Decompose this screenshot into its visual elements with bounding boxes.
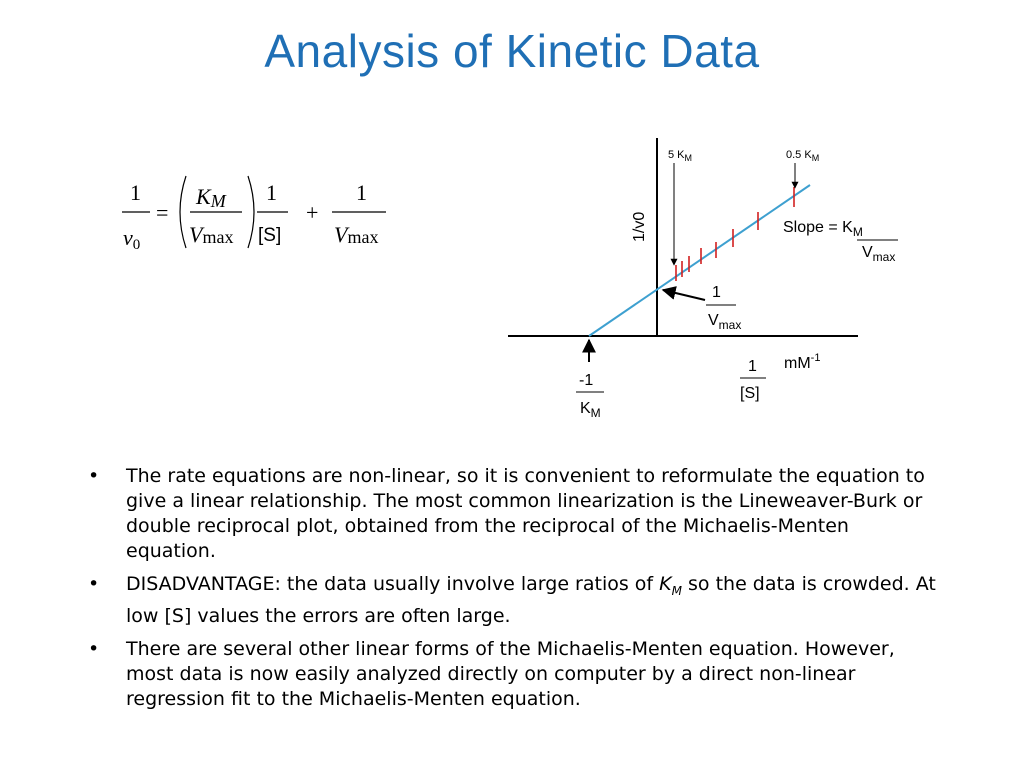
eq-left-paren — [180, 176, 186, 248]
bullet-text: The rate equations are non-linear, so it is convenient to reformulate the equation to give a linear relationship. The most common linearization is the Lineweaver-Burk or double reciprocal plot, obtained from the reciprocal of the Michaelis-Menten equation. — [126, 465, 925, 562]
fit-line — [589, 185, 810, 336]
bullet-item — [82, 572, 942, 629]
bullet-text: There are several other linear forms of the Michaelis-Menten equation. However, most data is now easily analyzed directly on computer by a direct non-linear regression fit to the Michaelis-Menten equation. — [126, 637, 895, 710]
x-intercept-denominator: $K_M$ — [580, 400, 601, 420]
label-5km: 5 $K_M$ — [668, 149, 693, 163]
y-axis-label: 1/v0 — [631, 211, 648, 242]
eq-last-denominator: Vmax — [334, 222, 379, 247]
eq-lhs-denominator: ν0 — [123, 225, 141, 253]
eq-equals: = — [156, 200, 169, 225]
eq-vmax: Vmax — [189, 222, 234, 247]
eq-plus: + — [306, 200, 319, 225]
bullet-item — [82, 464, 942, 564]
slope-denominator: $V_{max}$ — [862, 244, 896, 264]
slide-title: Analysis of Kinetic Data — [264, 25, 760, 77]
bullet-text: DISADVANTAGE: the data usually involve large ratios of $K_M$ so the data is crowded. At low [S] values the errors are often large. — [126, 573, 936, 627]
eq-inner-denominator: [S] — [258, 225, 282, 246]
x-axis-numerator: 1 — [748, 358, 757, 375]
eq-right-paren — [248, 176, 254, 248]
eq-lhs-numerator: 1 — [130, 180, 141, 205]
lineweaver-burk-equation — [110, 168, 410, 258]
bullet-item — [82, 637, 942, 712]
x-intercept-numerator: -1 — [579, 372, 594, 389]
x-axis-unit: $mM^{-1}$ — [784, 352, 821, 372]
slope-label: Slope = $K_M$ — [783, 219, 863, 239]
bullet-dot-icon: • — [88, 573, 100, 595]
eq-last-numerator: 1 — [356, 180, 367, 205]
x-axis-denominator: [S] — [740, 385, 760, 402]
intercept-numerator: 1 — [712, 284, 721, 301]
intercept-denominator: $V_{max}$ — [708, 312, 742, 332]
eq-inner-numerator: 1 — [266, 180, 277, 205]
lineweaver-burk-plot — [500, 130, 920, 430]
bullet-dot-icon: • — [88, 465, 100, 487]
eq-km: KM — [196, 184, 226, 211]
bullet-dot-icon: • — [88, 637, 100, 660]
label-0-5km: 0.5 $K_M$ — [786, 149, 820, 163]
bullet-list — [82, 464, 942, 720]
intercept-arrow — [663, 290, 705, 300]
